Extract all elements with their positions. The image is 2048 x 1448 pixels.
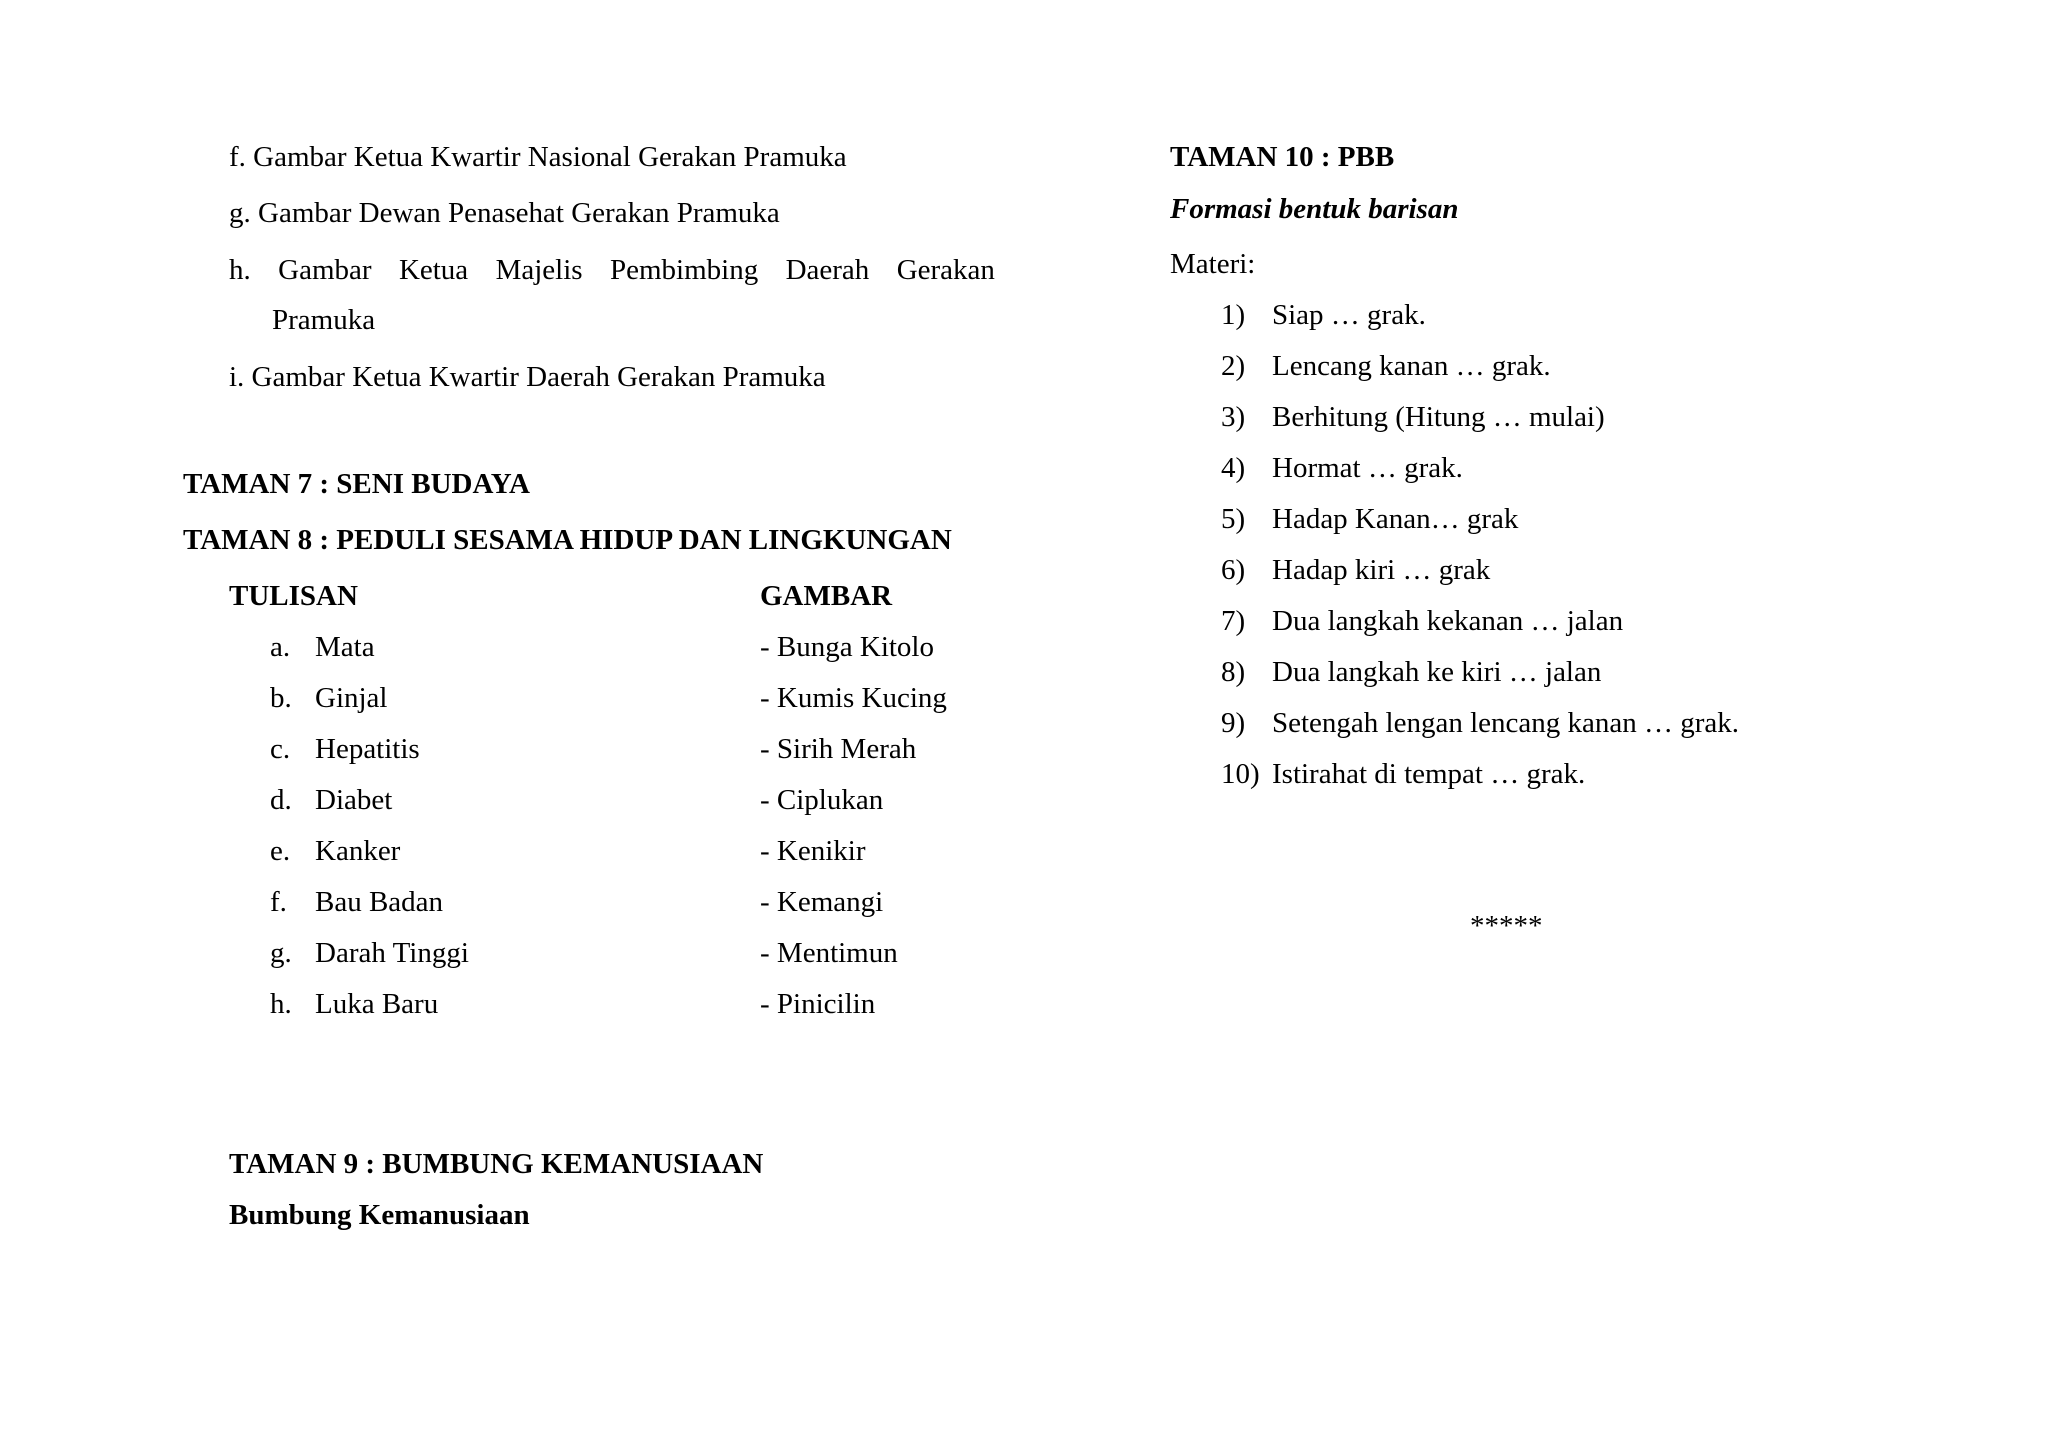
row-letter: e. [270,835,291,867]
item-text: Berhitung (Hitung … mulai) [1272,401,1605,433]
row-letter: d. [270,784,292,816]
item-text: Dua langkah kekanan … jalan [1272,605,1624,637]
item-number: 1) [1221,299,1246,331]
list-item-h-word: Majelis [495,254,583,286]
taman10-subtitle: Formasi bentuk barisan [1170,193,1459,225]
list-item-h-word: h. [229,254,251,286]
item-text: Hormat … grak. [1272,452,1463,484]
list-item-h-word: Gambar [278,254,372,286]
item-text: Hadap Kanan… grak [1272,503,1519,535]
list-item-h-word: Gerakan [896,254,995,286]
item-number: 5) [1221,503,1246,535]
row-tulisan: Diabet [315,784,393,816]
taman8-heading: TAMAN 8 : PEDULI SESAMA HIDUP DAN LINGKUNGAN [183,524,952,556]
row-letter: b. [270,682,292,714]
item-number: 4) [1221,452,1246,484]
list-item-h-word: Daerah [785,254,870,286]
item-text: Lencang kanan … grak. [1272,350,1551,382]
list-item-i: i. Gambar Ketua Kwartir Daerah Gerakan Pramuka [229,361,826,393]
materi-label: Materi: [1170,248,1256,280]
taman9-heading: TAMAN 9 : BUMBUNG KEMANUSIAAN [229,1148,764,1180]
item-number: 2) [1221,350,1246,382]
item-number: 10) [1221,758,1260,790]
item-number: 8) [1221,656,1246,688]
gambar-header: GAMBAR [760,580,893,612]
row-tulisan: Mata [315,631,375,663]
row-tulisan: Luka Baru [315,988,439,1020]
row-letter: a. [270,631,291,663]
list-item-h-word: Ketua [398,254,469,286]
row-gambar: - Kumis Kucing [760,682,947,714]
row-gambar: - Kenikir [760,835,866,867]
item-text: Setengah lengan lencang kanan … grak. [1272,707,1740,739]
row-tulisan: Ginjal [315,682,388,714]
item-number: 3) [1221,401,1246,433]
row-tulisan: Bau Badan [315,886,444,918]
row-tulisan: Darah Tinggi [315,937,469,969]
row-gambar: - Mentimun [760,937,898,969]
list-item-f: f. Gambar Ketua Kwartir Nasional Gerakan Pramuka [229,141,847,173]
list-item-g: g. Gambar Dewan Penasehat Gerakan Pramuka [229,197,780,229]
row-gambar: - Sirih Merah [760,733,917,765]
item-number: 7) [1221,605,1246,637]
list-item-h-continuation: Pramuka [272,304,376,336]
item-number: 9) [1221,707,1246,739]
item-text: Istirahat di tempat … grak. [1272,758,1586,790]
end-marker: ***** [1470,910,1543,942]
list-item-h-word: Pembimbing [609,254,759,286]
list-item-h [229,256,995,285]
taman7-heading: TAMAN 7 : SENI BUDAYA [183,468,530,500]
row-tulisan: Kanker [315,835,401,867]
row-letter: f. [270,886,287,918]
row-gambar: - Kemangi [760,886,884,918]
row-gambar: - Pinicilin [760,988,876,1020]
tulisan-header: TULISAN [229,580,358,612]
row-tulisan: Hepatitis [315,733,420,765]
item-number: 6) [1221,554,1246,586]
item-text: Siap … grak. [1272,299,1426,331]
item-text: Hadap kiri … grak [1272,554,1491,586]
row-letter: h. [270,988,292,1020]
item-text: Dua langkah ke kiri … jalan [1272,656,1602,688]
row-gambar: - Ciplukan [760,784,884,816]
row-letter: g. [270,937,292,969]
row-gambar: - Bunga Kitolo [760,631,934,663]
taman10-heading: TAMAN 10 : PBB [1170,141,1395,173]
taman9-subheading: Bumbung Kemanusiaan [229,1199,530,1231]
row-letter: c. [270,733,291,765]
